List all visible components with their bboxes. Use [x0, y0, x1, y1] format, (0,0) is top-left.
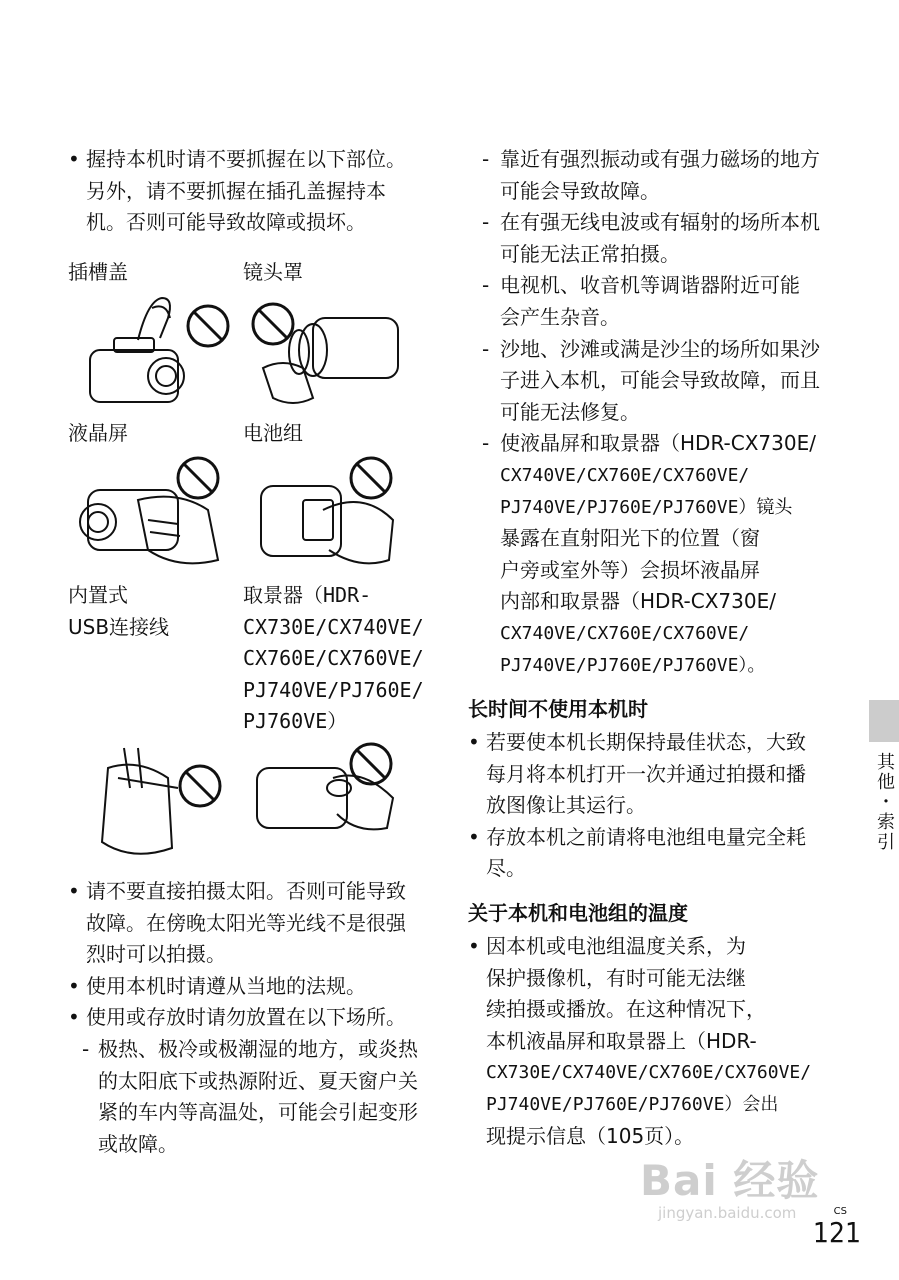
page-number: 121	[812, 1216, 861, 1249]
prohibited-icon	[351, 458, 391, 498]
label-slot-cover: 插槽盖	[68, 259, 128, 284]
bullet-sun-warning: • 请不要直接拍摄太阳。否则可能导致故障。在傍晚太阳光等光线不是很强烈时可以拍摄。	[68, 876, 416, 971]
usb-illustration	[68, 738, 238, 868]
temperature-line-1: • 因本机或电池组温度关系，为	[486, 934, 746, 959]
section-tab-marker	[869, 700, 899, 742]
lens-hood-illustration	[243, 288, 413, 418]
temperature-line-6: PJ740VE/PJ760E/PJ760VE）会出	[486, 1094, 779, 1116]
label-viewfinder-2: CX730E/CX740VE/	[243, 614, 424, 639]
battery-illustration	[243, 450, 413, 580]
dash-sunlight-line-2: CX740VE/CX760E/CX760VE/	[500, 464, 750, 486]
temperature-line-2: 保护摄像机，有时可能无法继	[486, 965, 746, 990]
label-usb-line2: USB连接线	[68, 614, 170, 639]
dash-tuner-noise: - 电视机、收音机等调谐器附近可能会产生杂音。	[468, 270, 800, 333]
watermark-logo-text: Bai 经验	[640, 1156, 820, 1205]
section-tab-label: 其他・索引	[874, 752, 895, 852]
label-usb-line1: 内置式	[68, 582, 128, 607]
right-column	[468, 144, 828, 1152]
label-viewfinder-4: PJ740VE/PJ760E/	[243, 677, 424, 702]
temperature-line-7: 现提示信息（105页）。	[486, 1123, 695, 1148]
label-lcd: 液晶屏	[68, 421, 128, 446]
dash-radio-waves: - 在有强无线电波或有辐射的场所本机可能无法正常拍摄。	[468, 207, 820, 270]
dash-sunlight-line-3: PJ740VE/PJ760E/PJ760VE）镜头	[500, 496, 793, 518]
label-viewfinder-1: 取景器（HDR-	[243, 582, 372, 607]
bullet-grip-warning: • 握持本机时请不要抓握在以下部位。另外，请不要抓握在插孔盖握持本机。否则可能导致故障或损坏。	[68, 144, 416, 239]
temperature-line-3: 续拍摄或播放。在这种情况下，	[486, 997, 766, 1022]
bullet-drain-battery: • 存放本机之前请将电池组电量完全耗尽。	[468, 822, 816, 885]
heading-long-term-nonuse: 长时间不使用本机时	[468, 697, 648, 722]
heading-temperature: 关于本机和电池组的温度	[468, 901, 688, 926]
bullet-local-regulations: • 使用本机时请遵从当地的法规。	[68, 971, 416, 1003]
prohibited-icon	[351, 744, 391, 784]
prohibited-icon	[180, 766, 220, 806]
left-column	[68, 144, 428, 1161]
prohibited-icon	[188, 306, 228, 346]
prohibited-icon	[178, 458, 218, 498]
dash-sunlight-line-7: CX740VE/CX760E/CX760VE/	[500, 622, 750, 644]
slot-cover-illustration	[68, 288, 238, 418]
dash-sunlight-line-4: 暴露在直射阳光下的位置（窗	[500, 526, 760, 551]
lcd-illustration	[68, 450, 238, 580]
dash-vibration: - 靠近有强烈振动或有强力磁场的地方可能会导致故障。	[468, 144, 820, 207]
temperature-line-4: 本机液晶屏和取景器上（HDR-	[486, 1028, 757, 1053]
dash-sunlight-line-6: 内部和取景器（HDR-CX730E/	[500, 589, 776, 614]
watermark-main	[640, 1148, 819, 1208]
prohibited-icon	[253, 304, 293, 344]
temperature-line-5: CX730E/CX740VE/CX760E/CX760VE/	[486, 1062, 812, 1084]
label-lens-hood: 镜头罩	[243, 259, 303, 284]
dash-sand: - 沙地、沙滩或满是沙尘的场所如果沙子进入本机，可能会导致故障，而且可能无法修复。	[468, 334, 820, 429]
viewfinder-illustration	[243, 738, 413, 868]
dash-extreme-temperature: - 极热、极冷或极潮湿的地方，或炎热的太阳底下或热源附近、夏天窗户关紧的车内等高温处，可能会引起变形或故障。	[68, 1034, 418, 1160]
dash-sunlight-line-1: - 使液晶屏和取景器（HDR-CX730E/	[500, 431, 816, 456]
language-code: CS	[833, 1206, 847, 1217]
label-battery: 电池组	[243, 421, 303, 446]
label-viewfinder-5: PJ760VE）	[243, 709, 348, 734]
label-viewfinder-3: CX760E/CX760VE/	[243, 646, 424, 671]
bullet-monthly-operation: • 若要使本机长期保持最佳状态，大致每月将本机打开一次并通过拍摄和播放图像让其运行。	[468, 727, 816, 822]
watermark-url: jingyan.baidu.com	[658, 1204, 797, 1222]
dash-sunlight-line-8: PJ740VE/PJ760E/PJ760VE）。	[500, 654, 766, 676]
illustration-grid	[68, 257, 428, 868]
bullet-temperature-warning	[468, 931, 826, 1152]
dash-sunlight-line-5: 户旁或室外等）会损坏液晶屏	[500, 557, 760, 582]
bullet-storage-places: • 使用或存放时请勿放置在以下场所。	[68, 1002, 416, 1034]
dash-sunlight-exposure	[468, 428, 830, 681]
